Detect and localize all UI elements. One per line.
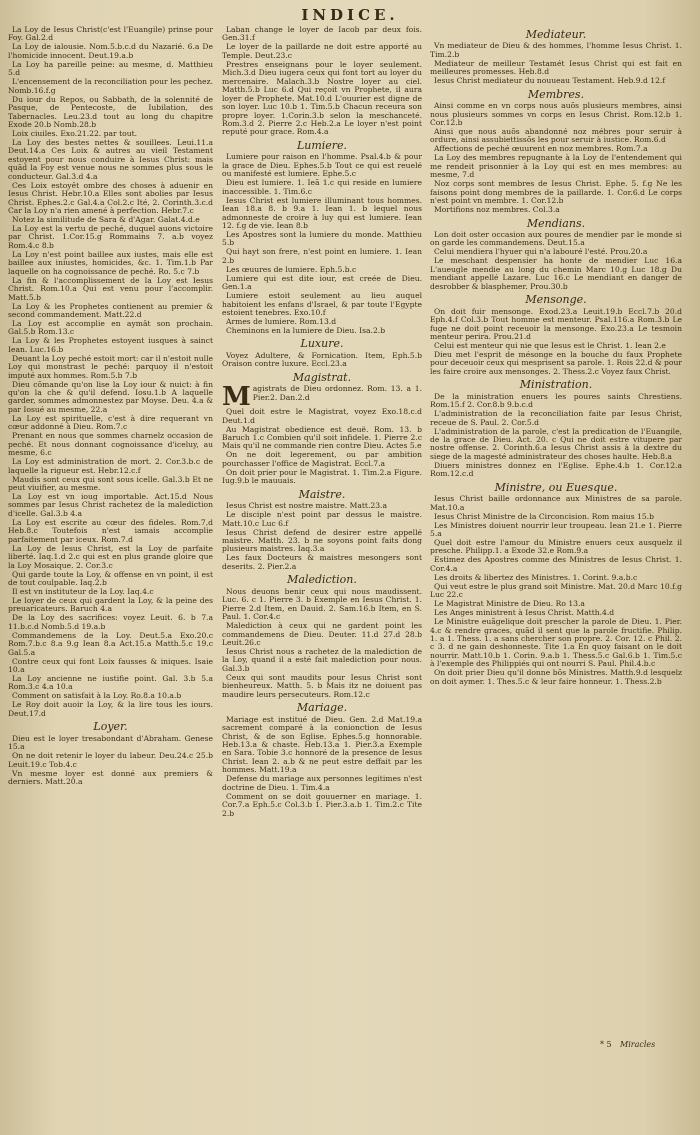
index-entry: De la Loy des sacrifices: voyez Leuit. 6. b 7.a 11.b.c.d Nomb.5.d 19.a.b	[8, 613, 213, 631]
loyer-entries	[8, 735, 213, 787]
index-entry: L'encensement de la reconciliation pour les pechez. Nomb.16.f.g	[8, 77, 213, 95]
index-entry: La Loy est accomplie en aymât son prochain. Gal.5.b Rom.13.c	[8, 318, 213, 337]
loyer-continued-entries	[222, 26, 422, 137]
index-entry: La Loy est escrite au cœur des fideles. Rom.7,d Heb.8.c Toutefois n'est iamais accomplie parfaitement par iceux. Rom.7.d	[8, 517, 213, 544]
index-entry: On ne doit legerement, ou par ambition pourchasser l'office de Magistrat. Eccl.7.a	[222, 450, 422, 468]
index-entry: Nous deuons benir ceux qui nous maudissent. Luc. 6. c 1. Pierre 3. b Exemple en Iesus Christ. 1. Pierre 2.d Item, en Dauid. 2. Sam.16.b Item, en S. Paul. 1. Cor.4.c	[222, 586, 422, 622]
index-entry: Voyez Adultere, & Fornication. Item, Eph.5.b Oraison contre luxure. Eccl.23.a	[222, 350, 422, 369]
index-entry: Diuers ministres donnez en l'Eglise. Ephe.4.b 1. Cor.12.a Rom.12.c.d	[430, 460, 682, 479]
index-entry: Vn mesme loyer est donné aux premiers & derniers. Matt.20.a	[8, 768, 213, 786]
index-entry: Qui garde toute la Loy, & offense en vn point, il est de tout coulpable. Iaq.2.b	[8, 569, 213, 587]
heading-ministration: Ministration.	[519, 378, 593, 392]
index-entry: Ceux qui sont maudits pour Iesus Christ sont bienheureux. Matth. 5. b Mais itz ne doiuent pas maudire leurs persecuteurs. Rom.12.c	[222, 672, 422, 699]
heading-maistre: Maistre.	[298, 487, 346, 501]
column-left	[8, 26, 213, 1026]
loy-entries	[8, 26, 213, 718]
index-entry: On doit prier pour le Magistrat. 1. Tim.2.a Figure. Iug.9.b le mauuais.	[222, 467, 422, 486]
catchword: Miracles	[620, 1040, 656, 1049]
index-entry: Le loyer de ceux qui gardent la Loy, & la peine des preuaricateurs. Baruch 4.a	[8, 595, 213, 614]
index-entry: La Loy des membres repugnante à la Loy de l'entendement qui me rendeit prisonnier à la Loy qui est en mes membres: au mesme, 7.d	[430, 153, 682, 180]
index-entry: Dieu met l'esprit de mésonge en la bouche du faux Prophete pour deceuoir ceux qui mesprisent sa parole. 1. Rois 22.d & pour les faire croire aux mensonges. 2. Thess.2.c Voyez faux Christ.	[430, 349, 682, 376]
index-entry: Lumiere qui est dite iour, est creée de Dieu. Gen.1.a	[222, 273, 422, 292]
index-entry: Malediction à ceux qui ne gardent point les commandemens de Dieu. Deuter. 11.d 27.d 28.b Leuit.26.c	[222, 621, 422, 647]
mediateur-entries	[430, 42, 682, 85]
index-entry: L'administration de la reconciliation faite par Iesus Christ, receue de S. Paul. 2. Cor.5.d	[430, 409, 682, 427]
index-entry: Qui veut estre le plus grand soit Ministre. Mat. 20.d Marc 10.f.g Luc 22.c	[430, 581, 682, 600]
index-entry: La Loy ancienne ne iustifie point. Gal. 3.b 5.a Rom.3.c 4.a 10.a	[8, 673, 213, 692]
index-entry: Estimez des Apostres comme des Ministres de Iesus Christ. 1. Cor.4.a	[430, 555, 682, 573]
index-entry: Defense du mariage aux personnes legitimes n'est doctrine de Dieu. 1. Tim.4.a	[222, 774, 422, 792]
index-entry: Noz corps sont membres de Iesus Christ. Ephe. 5. f.g Ne les faisons point dong membres de la paillarde. 1. Cor.6.d Le corps n'est point vn membre. 1. Cor.12.b	[430, 179, 682, 206]
magistrat-first-text: agistrats de Dieu ordonnez. Rom. 13. a 1. Pier.2. Dan.2.d	[252, 384, 422, 402]
index-entry: Les droits & libertez des Ministres. 1. Corint. 9.a.b.c	[434, 572, 638, 582]
heading-mariage: Mariage.	[296, 701, 348, 715]
index-entry: La Loy est vn ioug importable. Act.15.d Nous sommes par Iesus Christ rachetez de la malediction d'icelle. Gal.3.b 4.a	[8, 491, 213, 518]
index-entry: Loix ciuiles. Exo.21.22. par tout.	[12, 128, 138, 138]
index-entry: Il est vn instituteur de la Loy. Iaq.4.c	[12, 586, 154, 596]
ministre-entries	[430, 495, 682, 686]
index-entry: Dieu est lumiere. 1. Ieã 1.c qui reside en lumiere inaccessible. 1. Tim.6.c	[222, 178, 422, 196]
index-entry: Comment on se doit gouuerner en mariage. 1. Cor.7.a Eph.5.c Col.3.b 1. Pier.3.a.b 1. Tim.2.c Tite 2.b	[222, 791, 422, 818]
heading-mendians: Mendians.	[526, 216, 586, 230]
index-entry: La Loy est spirituelle, c'est à dire requerant vn cœur addonné à Dieu. Rom.7.c	[8, 413, 213, 432]
index-entry: On doit prier Dieu qu'il donne bõs Ministres. Matth.9.d lesquelz on doit aymer. 1. Thes.5.c & leur faire honneur. 1. Thess.2.b	[430, 668, 682, 686]
magistrat-first-entry	[222, 382, 422, 413]
mensonge-entries	[430, 308, 682, 377]
index-entry: Contre ceux qui font Loix fausses & iniques. Isaie 10.a	[8, 656, 213, 675]
index-entry: Armes de lumiere. Rom.13.d	[226, 316, 337, 326]
index-entry: Du iour du Repos, ou Sabbath, de la solennité de Pasque, de Pentecoste, de Iubilation, des Tabernacles. Leu.23.d tout au long du chapitre Exode 20.b Nomb.28.b	[8, 94, 213, 129]
index-entry: Qui hayt son frere, n'est point en lumiere. 1. Iean 2.b	[222, 247, 422, 265]
index-entry: La Loy & les Prophetes estoyent iusques à sainct Iean. Luc.16.b	[8, 336, 213, 354]
index-entry: Le Ministre euãgelique doit prescher la parole de Dieu. 1. Pier. 4.c & rendre graces, quãd il sent que la parole fructifie. Philip. 1. a 1. Thess. 1. a sans chercher son propre. 2. Cor. 12. c Phil. 2. c 3. d ne gain deshonneste. Tite 1.a En quoy faisant on le doit nourrir. Matt.10.b 1. Corin. 9.a.b 1. Thess.5.c Gal.6.b 1. Tim.5.c à l'exemple des Philippiés qui ont nourri S. Paul. Phil.4.b.c	[430, 617, 682, 669]
heading-malediction: Malediction.	[287, 573, 357, 587]
index-entry: Iesus Christ est nostre maistre. Matt.23.a	[226, 501, 388, 511]
signature-mark: * 5	[600, 1040, 612, 1049]
index-entry: Le meschant despensier ha honte de mendier Luc 16.a L'aueugle mendie au long du chemin Marc 10.g Luc 18.g Du mendiant appellé Lazare. Luc 16.c Le mendiant en danger de desrobber & blasphemer. Prou.30.b	[430, 256, 682, 291]
index-entry: Le Magistrat Ministre de Dieu. Ro 13.a	[434, 599, 585, 609]
index-entry: Ainsi que nous auõs abandonné noz mébres pour seruir à ordure, ainsi assubiettissõs les pour seruir à iustice. Rom.6.d	[430, 127, 682, 145]
index-entry: Iesus Christ defend de desirer estre appellé maistre. Matth. 23. b ne soyons point faits dong plusieurs maistres. Iaq.3.a	[222, 527, 422, 554]
index-entry: Le loyer de la paillarde ne doit estre apporté au Temple. Deut.23.c	[222, 42, 422, 60]
heading-luxure: Luxure.	[300, 337, 344, 351]
index-entry: Iesus Christ nous a rachetez de la malediction de la Loy, quand il a esté fait malediction pour nous. Gal.3.b	[222, 646, 422, 673]
index-entry: Mortifions noz membres. Col.3.a	[434, 205, 560, 215]
index-entry: De la ministration enuers les poures saints Chrestiens. Rom.15.f 2. Cor.8.b 9.b.c.d	[430, 391, 682, 410]
index-entry: Comment on satisfait à la Loy. Ro.8.a 10.a.b	[12, 691, 182, 701]
heading-mensonge: Mensonge.	[525, 293, 587, 307]
index-entry: Commandemens de la Loy. Deut.5.a Exo.20.c Rom.7.b.c 8.a 9.g Iean 8.a Act.15.a Matth.5.c 19.c Gal.5.a	[8, 630, 213, 657]
index-entry: Lon doit oster occasion aux poures de mendier par le monde si on garde les commandemens. Deut.15.a	[430, 230, 682, 248]
index-entry: Ainsi comme en vn corps nous auõs plusieurs membres, ainsi nous plusieurs sommes vn corps en Iesus Christ. Rom.12.b 1. Cor.12.b	[430, 101, 682, 128]
index-entry: On ne doit retenir le loyer du labeur. Deu.24.c 25.b Leuit.19.c Tob.4.c	[8, 751, 213, 769]
index-entry: Celui mendiera l'hyuer qui n'a labouré l'esté. Prou.20.a	[434, 247, 648, 257]
maistre-entries	[222, 502, 422, 571]
index-entry: Iesus Christ mediateur du nouueau Testament. Heb.9.d 12.f	[434, 76, 666, 86]
ministration-entries	[430, 393, 682, 479]
index-entry: La Loy de ialousie. Nom.5.b.c.d du Nazarié. 6.a De l'homicide innocent. Deut.19.a.b	[8, 42, 213, 60]
mariage-entries	[222, 716, 422, 818]
index-entry: Deuant la Loy peché estoit mort: car il n'estoit nulle Loy qui monstrast le peché: parquoy il n'estoit imputé aux hommes. Rom.5.b 7.b	[8, 353, 213, 380]
index-entry: Iesus Christ est lumiere illuminant tous hommes. Iean 18.a 8. b 9.a 1. Iean 1. b lequel nous admonneste de croire à luy qui est lumiere. Iean 12. f.g de vie. Iean 8.b	[222, 195, 422, 230]
index-entry: La Loy de Iesus Christ, est la Loy de parfaite liberté. Iaq.1.d 2.c qui est en plus grande gloire que la Loy Mosaique. 2. Cor.3.c	[8, 543, 213, 570]
index-entry: Maudis sont ceux qui sont sous icelle. Gal.3.b Et ne peut viuifier, au mesme.	[8, 474, 213, 493]
index-entry: Laban change le loyer de Iacob par deux fois. Gen.31.f	[222, 26, 422, 43]
magistrat-entries	[222, 408, 422, 486]
index-entry: Mariage est institué de Dieu. Gen. 2.d Mat.19.a sacrement comparé à la conionction de Iesus Christ, & de son Eglise. Ephes.5.g honnorable. Heb.13.a & chaste. Heb.13.a 1. Pier.3.a Exemple en Sara. Tobie 3.c honnoré de la presence de Iesus Christ. Iean 2. a.b & ne peut estre deffait par les hommes. Matt.19.a	[222, 714, 422, 775]
lumiere-entries	[222, 153, 422, 335]
luxure-entries	[222, 352, 422, 369]
membres-entries	[430, 102, 682, 214]
index-entry: Cheminons en la lumiere de Dieu. Isa.2.b	[226, 325, 386, 335]
heading-lumiere: Lumiere.	[296, 138, 348, 152]
index-entry: La Loy n'est point baillee aux iustes, mais elle est baillee aux iniustes, homicides, &c. 1. Tim.1.b Par laquelle on ha cognoissance de peché. Ro. 5.c 7.b	[8, 249, 213, 276]
index-entry: On doit fuir mensonge. Exod.23.a Leuit.19.b Eccl.7.b 20.d Eph.4.f Col.3.b Tout homme est menteur. Psal.116.a Rom.3.b Le fuge ne doit point receuoir la mensonge. Exo.23.a Le tesmoin menteur perira. Prou.21.d	[430, 306, 682, 341]
index-entry: Les Apostres sont la lumiere du monde. Matthieu 5.b	[222, 229, 422, 248]
index-entry: La Loy ha pareille peine: au mesme, d. Matthieu 5.d	[8, 59, 213, 78]
index-entry: Le disciple n'est point par dessus le maistre. Matt.10.c Luc 6.f	[222, 510, 422, 528]
index-entry: Iesus Christ Ministre de la Circoncision. Rom maius 15.b	[434, 511, 654, 521]
index-entry: Les œuures de lumiere. Eph.5.b.c	[226, 264, 357, 274]
index-entry: La Loy & les Prophetes contienent au premier & second commandement. Matt.22.d	[8, 301, 213, 319]
index-entry: Dieu est le loyer tresabondant d'Abraham. Genese 15.a	[8, 733, 213, 752]
index-entry: Mediateur de meilleur Testamét Iesus Christ qui est fait en meilleures promesses. Heb.8.d	[430, 58, 682, 77]
index-entry: Quel doit estre l'amour du Ministre enuers ceux ausquelz il presche. Philipp.1. a Exode 32.e Rom.9.a	[430, 537, 682, 556]
index-entry: Quel doit estre le Magistrat, voyez Exo.18.c.d Deut.1.d	[222, 407, 422, 425]
index-entry: Dieu cõmande qu'on lise la Loy iour & nuict: à fin qu'on la che & qu'il defend. Iosu.1.b A laquelle garder, sommes admonnestez par Moyse. Deu. 4.a & par Iosué au mesme, 22.a	[8, 379, 213, 414]
heading-ministre: Ministre, ou Euesque.	[494, 480, 618, 494]
heading-membres: Membres.	[527, 87, 585, 101]
index-entry: Vn mediateur de Dieu & des hommes, l'homme Iesus Christ. 1. Tim.2.b	[430, 41, 682, 59]
index-entry: Prestres enseignans pour le loyer seulement. Mich.3.d Dieu iugera ceux qui font tort au loyer du mercenaire. Malach.3.b Nostre loyer au ciel. Matth.5.b Luc 6.d Qui reçoit vn Prophete, il aura loyer de Prophete. Mat.10.d L'ouurier est digne de son loyer. Luc 10.b 1. Tim.5.b Chacun receura son propre loyer. 1.Corin.3.b selon la meschanceté. Rom.3.d 2. Pierre 2.c Heb.2.a Le loyer n'est point reputé pour grace. Rom.4.a	[222, 59, 422, 137]
index-entry: La Loy de Iesus Christ(c'est l'Euangile) prinse pour Foy. Gal.2.d	[8, 26, 213, 43]
index-entry: Lumiere pour raison en l'homme. Psal.4.b & pour la grace de Dieu. Ephes.5.b Tout ce qui est reuelé ou manifesté est lumiere. Ephe.5.c	[222, 152, 422, 179]
index-entry: Le Roy doit auoir la Loy, & la lire tous les iours. Deut.17.d	[8, 700, 213, 718]
drop-capital: M	[222, 382, 251, 413]
index-entry: Les Anges ministrent à Iesus Christ. Matth.4.d	[434, 608, 615, 618]
index-entry: Iesus Christ baille ordonnance aux Ministres de sa parole. Mat.10.a	[430, 494, 682, 512]
column-right	[430, 26, 682, 1066]
index-entry: La Loy est la vertu de peché, duquel auons victoire par Christ. 1.Cor.15.g Rommains 7. a.b voyez Rom.4.c 8.b	[8, 223, 213, 250]
page-title: INDICE.	[301, 6, 399, 24]
index-entry: Les faux Docteurs & maistres mesongers sont deserits. 2. Pier.2.a	[222, 553, 422, 571]
index-entry: Notez la similitude de Sara & d'Agar. Galat.4.d.e	[12, 214, 200, 224]
malediction-entries	[222, 588, 422, 699]
mendians-entries	[430, 231, 682, 291]
index-entry: Ces Loix estoyêt ombre des choses à aduenir en Iesus Christ. Hebr.10.a Elles sont abolies par Iesus Christ. Ephes.2.c Gal.4.a Col.2.c Ité, 2. Corinth.3.c.d Car la Loy n'a rien amené à perfection. Hebr.7.c	[8, 180, 213, 216]
index-entry: La fin & l'accomplissement de la Loy est Iesus Christ. Rom.10.a Qui est venu pour l'accomplir. Matt.5.b	[8, 275, 213, 302]
index-entry: Celui est menteur qui nie que Iesus est le Christ. 1. Iean 2.e	[434, 340, 666, 350]
index-entry: Lumiere estoit seulement au lieu auquel habitoient les enfans d'Israel, & par toute l'Egypte estoient tenebres. Exo.10.f	[222, 291, 422, 317]
index-entry: La Loy est administration de mort. 2. Cor.3.b.c de laquelle la rigueur est. Hebr.12.c.f	[8, 457, 213, 475]
index-entry: Au Magistrat obedience est deuë. Rom. 13. b Baruch 1.c Combien qu'il soit infidele. 1. Pierre 2.c Mais qu'il ne commande rien contre Dieu. Actes 5.e	[222, 424, 422, 451]
column-middle	[222, 26, 422, 1026]
heading-loyer: Loyer.	[93, 720, 128, 734]
index-entry: Les Ministres doiuent nourrir leur troupeau. Iean 21.e 1. Pierre 5.a	[430, 520, 682, 539]
heading-mediateur: Mediateur.	[525, 28, 587, 41]
index-entry: Affections de peché œuurent en noz membres. Rom.7.a	[434, 144, 648, 154]
heading-magistrat: Magistrat.	[292, 370, 352, 384]
index-entry: Prenant en nous que sommes charnelz occasion de peché. Et nous donnant cognoissance d'iceluy, au mesme, 6.c	[8, 431, 213, 458]
index-entry: La Loy des bestes nettes & souillees. Leui.11.a Deut.14.a Ces Loix & autres au vieil Testament estoyent pour nous conduire à Iesus Christ: mais quãd la Foy est venue nous ne sommes plus sous le conducteur. Gal.3.d 4.a	[8, 137, 213, 181]
index-entry: L'administration de la parole, c'est la predication de l'Euangile, de la grace de Dieu. Act. 20. c Qui ne doit estre vitupere par nostre offense. 2. Corinth.6.a Iesus Christ assis à la dextre du siege de la magesté administrateur des choses haulte. Heb.8.a	[430, 426, 682, 461]
